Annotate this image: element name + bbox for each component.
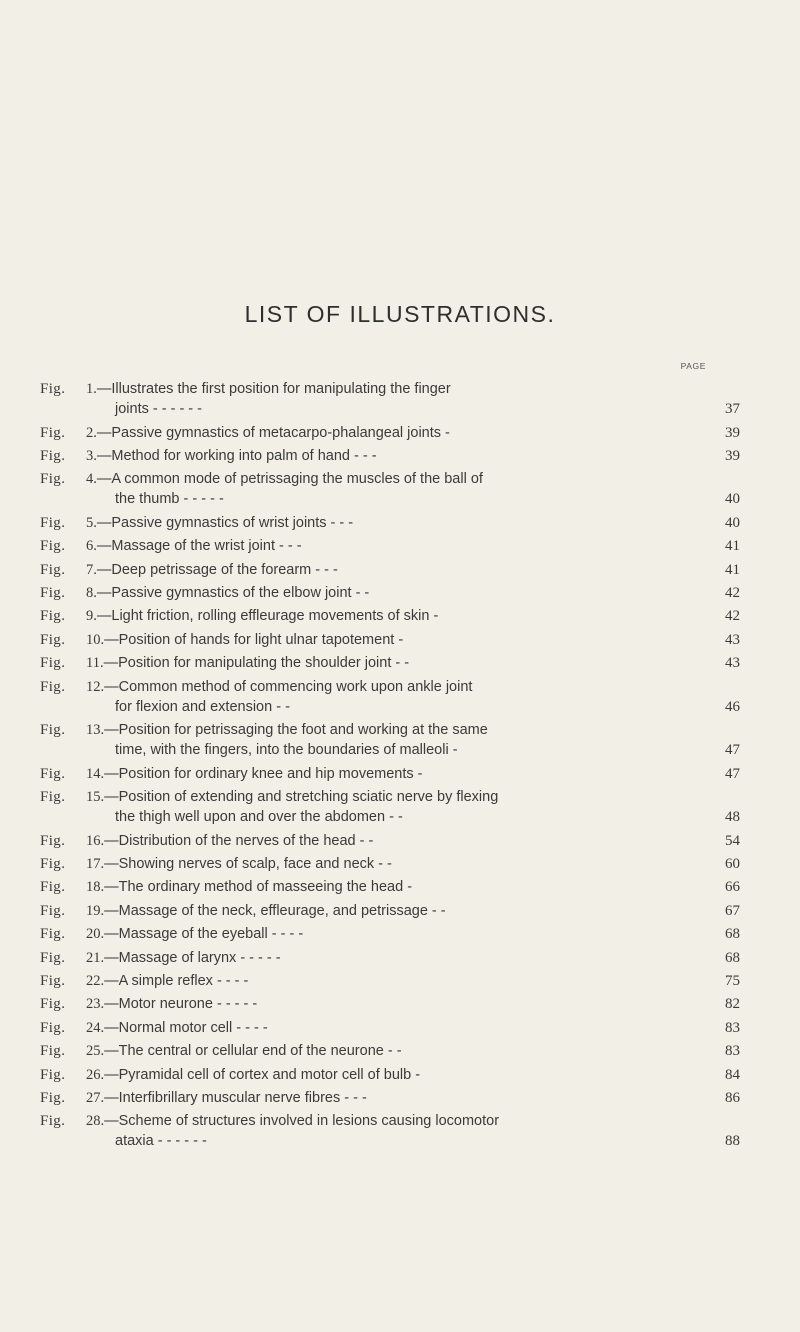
entry-number: 4.: [86, 471, 97, 488]
entry-text: [86, 765, 686, 783]
entry-page-number: 41: [725, 561, 740, 578]
entry-number: 5.: [86, 514, 97, 531]
entry-text: [86, 514, 686, 532]
fig-label: Fig.: [40, 832, 66, 849]
entry-number: 15.: [86, 789, 105, 805]
fig-label: Fig.: [40, 1043, 66, 1060]
entry-text: [86, 1112, 686, 1130]
entry-description: —A simple reflex - - - -: [104, 972, 249, 989]
entry-description: —Position of hands for light ulnar tapotement -: [104, 631, 404, 648]
entry-number: 3.: [86, 447, 97, 464]
fig-label: Fig.: [40, 855, 66, 872]
entry-description: —Method for working into palm of hand - - -: [96, 447, 377, 464]
entry-description: —Position for petrissaging the foot and working at the same: [104, 722, 488, 739]
entry-number: 16.: [86, 832, 105, 849]
fig-label: Fig.: [40, 926, 66, 943]
entry-page-number: 48: [725, 809, 740, 826]
entry-description: —Passive gymnastics of the elbow joint - -: [96, 585, 370, 601]
entry-page-number: 40: [725, 491, 740, 508]
entry-continuation: time, with the fingers, into the boundaries of malleoli -: [115, 742, 458, 759]
page-title: LIST OF ILLUSTRATIONS.: [244, 301, 556, 327]
entry-page-number: 37: [725, 401, 740, 418]
entry-description: —Interfibrillary muscular nerve fibres - - -: [104, 1089, 367, 1106]
entry-text: [86, 949, 686, 967]
entry-number: 13.: [86, 722, 105, 739]
entry-description: —The central or cellular end of the neurone - -: [104, 1043, 402, 1060]
entry-text: [86, 1042, 686, 1060]
entry-page-number: 42: [725, 608, 740, 625]
fig-label: Fig.: [40, 585, 66, 601]
entry-text: [86, 678, 686, 696]
entry-continuation: joints - - - - - -: [115, 401, 202, 418]
entry-number: 19.: [86, 902, 105, 919]
entry-text: [86, 537, 686, 555]
entry-page-number: 39: [725, 424, 740, 441]
entry-text: [86, 447, 686, 465]
fig-label: Fig.: [40, 447, 66, 464]
entry-page-number: 40: [725, 514, 740, 531]
entry-number: 27.: [86, 1089, 105, 1106]
entry-text: [86, 788, 686, 806]
entry-page-number: 86: [725, 1089, 740, 1106]
fig-label: Fig.: [40, 424, 66, 441]
entry-text: [86, 654, 686, 672]
entry-text: [86, 607, 686, 625]
entry-text: [86, 584, 686, 602]
entry-description: —Pyramidal cell of cortex and motor cell of bulb -: [104, 1066, 421, 1083]
entry-page-number: 83: [725, 1043, 740, 1060]
entry-page-number: 75: [725, 972, 740, 989]
entry-continuation: ataxia - - - - - -: [115, 1133, 207, 1150]
entry-description: —The ordinary method of masseeing the head -: [104, 879, 413, 896]
fig-label: Fig.: [40, 678, 66, 695]
fig-label: Fig.: [40, 471, 66, 488]
fig-label: Fig.: [40, 879, 66, 896]
fig-label: Fig.: [40, 996, 66, 1013]
entry-page-number: 83: [725, 1019, 740, 1036]
entry-number: 18.: [86, 879, 105, 896]
entry-page-number: 68: [725, 949, 740, 966]
fig-label: Fig.: [40, 608, 66, 625]
entry-number: 14.: [86, 765, 105, 782]
entry-number: 28.: [86, 1113, 105, 1130]
entry-page-number: 88: [725, 1133, 740, 1150]
entry-text: [86, 925, 686, 943]
entry-number: 7.: [86, 561, 97, 578]
entry-text: [86, 470, 686, 488]
entry-number: 12.: [86, 678, 105, 695]
fig-label: Fig.: [40, 1089, 66, 1106]
fig-label: Fig.: [40, 514, 66, 531]
entry-description: —Massage of the eyeball - - - -: [104, 926, 304, 943]
entry-text: [86, 995, 686, 1013]
fig-label: Fig.: [40, 631, 66, 648]
entry-description: —Massage of the neck, effleurage, and petrissage - -: [104, 902, 446, 919]
entry-number: 17.: [86, 855, 105, 872]
entry-description: —Motor neurone - - - - -: [104, 996, 258, 1013]
entry-page-number: 47: [725, 765, 740, 782]
fig-label: Fig.: [40, 655, 66, 672]
entry-description: —Position for manipulating the shoulder joint - -: [103, 655, 410, 672]
entry-description: —A common mode of petrissaging the muscles of the ball of: [96, 471, 483, 488]
entry-description: —Passive gymnastics of wrist joints - - -: [96, 514, 354, 531]
entry-text: [86, 972, 686, 990]
entry-number: 26.: [86, 1066, 105, 1083]
entry-description: —Massage of larynx - - - - -: [104, 949, 281, 966]
fig-label: Fig.: [40, 722, 66, 739]
entry-continuation: the thumb - - - - -: [115, 491, 224, 508]
page-column-header: PAGE: [680, 361, 706, 371]
entry-text: [86, 1089, 686, 1107]
entry-description: —Illustrates the first position for manipulating the finger: [96, 381, 451, 397]
entry-text: [86, 1066, 686, 1084]
entry-description: —Distribution of the nerves of the head - -: [104, 832, 374, 849]
entry-text: [86, 721, 686, 739]
entry-continuation: the thigh well upon and over the abdomen - -: [115, 809, 403, 826]
entry-text: [86, 1019, 686, 1037]
entry-description: —Showing nerves of scalp, face and neck - -: [104, 855, 392, 872]
entry-number: 2.: [86, 424, 97, 441]
entry-number: 8.: [86, 585, 97, 601]
entry-text: [86, 561, 686, 579]
entry-description: —Light friction, rolling effleurage movements of skin -: [96, 608, 439, 625]
fig-label: Fig.: [40, 1019, 66, 1036]
entry-page-number: 47: [725, 742, 740, 759]
entry-description: —Common method of commencing work upon ankle joint: [104, 678, 473, 695]
entry-page-number: 68: [725, 926, 740, 943]
entry-page-number: 84: [725, 1066, 740, 1083]
entry-number: 6.: [86, 538, 97, 555]
entry-text: [86, 424, 686, 442]
entry-page-number: 60: [725, 855, 740, 872]
entry-description: —Normal motor cell - - - -: [104, 1019, 268, 1036]
entry-description: —Position of extending and stretching sciatic nerve by flexing: [104, 789, 499, 805]
entry-number: 21.: [86, 949, 105, 966]
entry-page-number: 66: [725, 879, 740, 896]
entry-text: [86, 832, 686, 850]
entry-number: 24.: [86, 1019, 105, 1036]
fig-label: Fig.: [40, 949, 66, 966]
entry-text: [86, 855, 686, 873]
entry-number: 22.: [86, 972, 105, 989]
entry-description: —Position for ordinary knee and hip movements -: [104, 765, 423, 782]
entry-text: [86, 878, 686, 896]
entry-number: 9.: [86, 608, 97, 625]
entry-page-number: 82: [725, 996, 740, 1013]
entry-number: 11.: [86, 655, 104, 672]
entry-number: 10.: [86, 631, 105, 648]
entry-page-number: 67: [725, 902, 740, 919]
fig-label: Fig.: [40, 972, 66, 989]
entry-description: —Scheme of structures involved in lesions causing locomotor: [104, 1113, 500, 1130]
fig-label: Fig.: [40, 561, 66, 578]
entry-page-number: 43: [725, 655, 740, 672]
entry-page-number: 46: [725, 698, 740, 715]
entry-text: [86, 902, 686, 920]
entry-text: [86, 631, 686, 649]
entry-text: [86, 380, 686, 398]
entry-number: 25.: [86, 1043, 105, 1060]
fig-label: Fig.: [40, 381, 66, 397]
fig-label: Fig.: [40, 538, 66, 555]
fig-label: Fig.: [40, 765, 66, 782]
entry-description: —Deep petrissage of the forearm - - -: [96, 561, 338, 578]
entry-number: 23.: [86, 996, 105, 1013]
fig-label: Fig.: [40, 1113, 66, 1130]
entry-description: —Passive gymnastics of metacarpo-phalangeal joints -: [96, 424, 450, 441]
entry-number: 1.: [86, 381, 97, 397]
fig-label: Fig.: [40, 1066, 66, 1083]
entry-page-number: 42: [725, 585, 740, 601]
entry-continuation: for flexion and extension - -: [115, 698, 290, 715]
fig-label: Fig.: [40, 902, 66, 919]
entry-description: —Massage of the wrist joint - - -: [96, 538, 302, 555]
entry-number: 20.: [86, 926, 105, 943]
entry-page-number: 43: [725, 631, 740, 648]
entry-page-number: 39: [725, 447, 740, 464]
entry-page-number: 41: [725, 538, 740, 555]
fig-label: Fig.: [40, 789, 66, 805]
entry-page-number: 54: [725, 832, 740, 849]
